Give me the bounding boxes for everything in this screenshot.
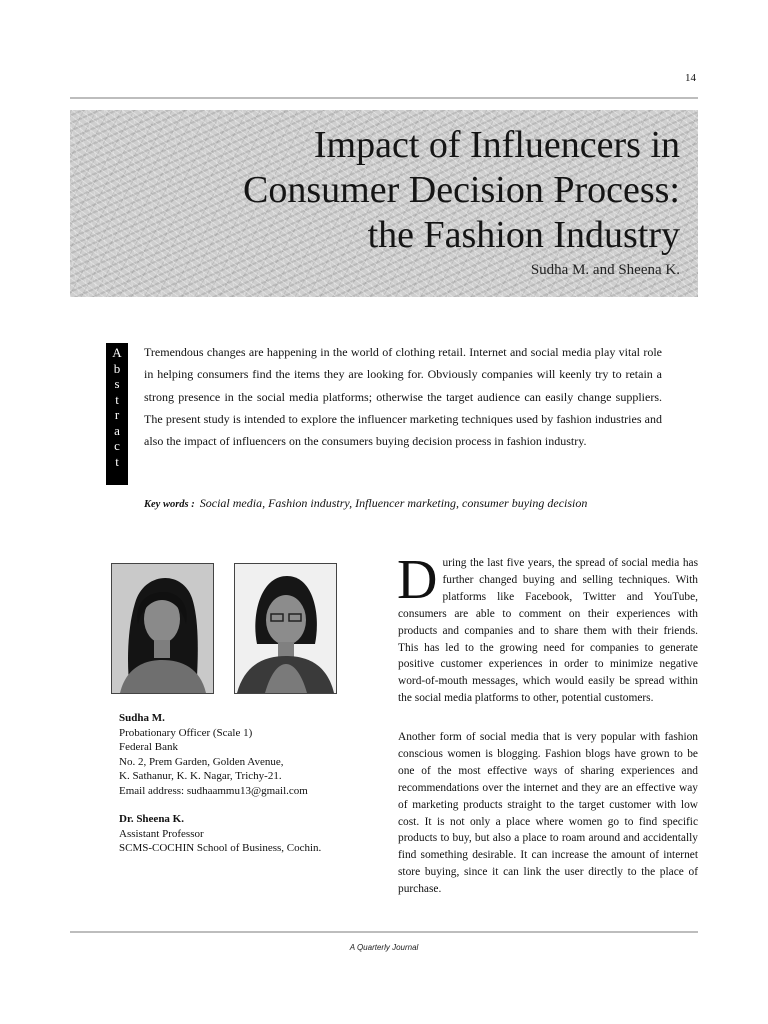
article-authors: Sudha M. and Sheena K.: [530, 262, 680, 278]
author-photo-sheena: [234, 563, 337, 694]
drop-cap: D: [397, 549, 438, 611]
author-detail: K. Sathanur, K. K. Nagar, Trichy-21.: [119, 770, 282, 783]
abstract-tab-letter: s: [114, 376, 120, 391]
top-rule: [70, 97, 698, 99]
abstract-tab-letter: t: [115, 453, 119, 469]
author-detail: No. 2, Prem Garden, Golden Avenue,: [119, 755, 284, 768]
abstract-tab-letter: t: [115, 391, 119, 407]
author-name: Sudha M.: [119, 712, 165, 724]
author-detail: SCMS-COCHIN School of Business, Cochin.: [119, 842, 322, 855]
author-name: Dr. Sheena K.: [119, 813, 184, 825]
author-bio-sudha: [119, 711, 308, 799]
abstract-tab-letter: a: [114, 422, 120, 438]
abstract-tab: [106, 343, 128, 485]
abstract-tab-letter: r: [114, 407, 120, 422]
title-line: Impact of Influencers in: [313, 124, 680, 166]
title-line: the Fashion Industry: [367, 214, 680, 256]
author-photo-sudha: [111, 563, 214, 694]
author-detail: Assistant Professor: [119, 827, 204, 840]
abstract-tab-letter: A: [112, 345, 122, 360]
keywords: [144, 496, 587, 511]
keywords-label: Key words :: [144, 499, 195, 510]
body-paragraph-1: [397, 549, 698, 707]
article-title: [120, 123, 680, 258]
page-number: 14: [685, 72, 696, 84]
author-detail: Probationary Officer (Scale 1): [119, 726, 253, 739]
paragraph-text: uring the last five years, the spread of social media has further changed buying and selling techniques. With platforms like Facebook, Twitter and YouTube, consumers are able to comment on their experiences with products and companies and to share them with their friends. This has led to the growing need for companies to generate positive customer experiences in order to minimize negative word-of-mouth messages, which would easily be spread within the social media platforms to other, potential customers.: [398, 557, 698, 705]
title-line: Consumer Decision Process:: [243, 169, 680, 211]
body-paragraph-2: Another form of social media that is very popular with fashion conscious women is blogging. Fashion blogs have grown to be one of the most effective ways of sharing experiences and recommendations over the internet and they are an effective way of marketing products straight to the target customer with low cost. It is not only a place where women go to find specific products to buy, but also a place to roam around and accidentally find something desirable. It can increase the amount of internet store buying, since it can link the user directly to the place of purchase.: [398, 731, 698, 896]
author-bio-sheena: [119, 812, 321, 856]
abstract-text: Tremendous changes are happening in the world of clothing retail. Internet and social media play vital role in helping consumers find the items they are looking for. Obviously companies will keenly try to retain a strong presence in the social media platforms; otherwise the target audience can easily change suppliers. The present study is intended to explore the influencer marketing techniques used by fashion industries and also the impact of influencers on the consumers buying decision process in fashion industry.: [144, 345, 662, 449]
abstract-tab-letter: c: [114, 438, 120, 453]
keywords-text: Social media, Fashion industry, Influencer marketing, consumer buying decision: [199, 496, 588, 510]
author-detail: Federal Bank: [119, 741, 178, 754]
abstract-tab-letter: b: [113, 360, 121, 376]
author-email: Email address: sudhaammu13@gmail.com: [119, 784, 308, 797]
bottom-rule: [70, 931, 698, 933]
journal-footer: A Quarterly Journal: [349, 943, 419, 952]
